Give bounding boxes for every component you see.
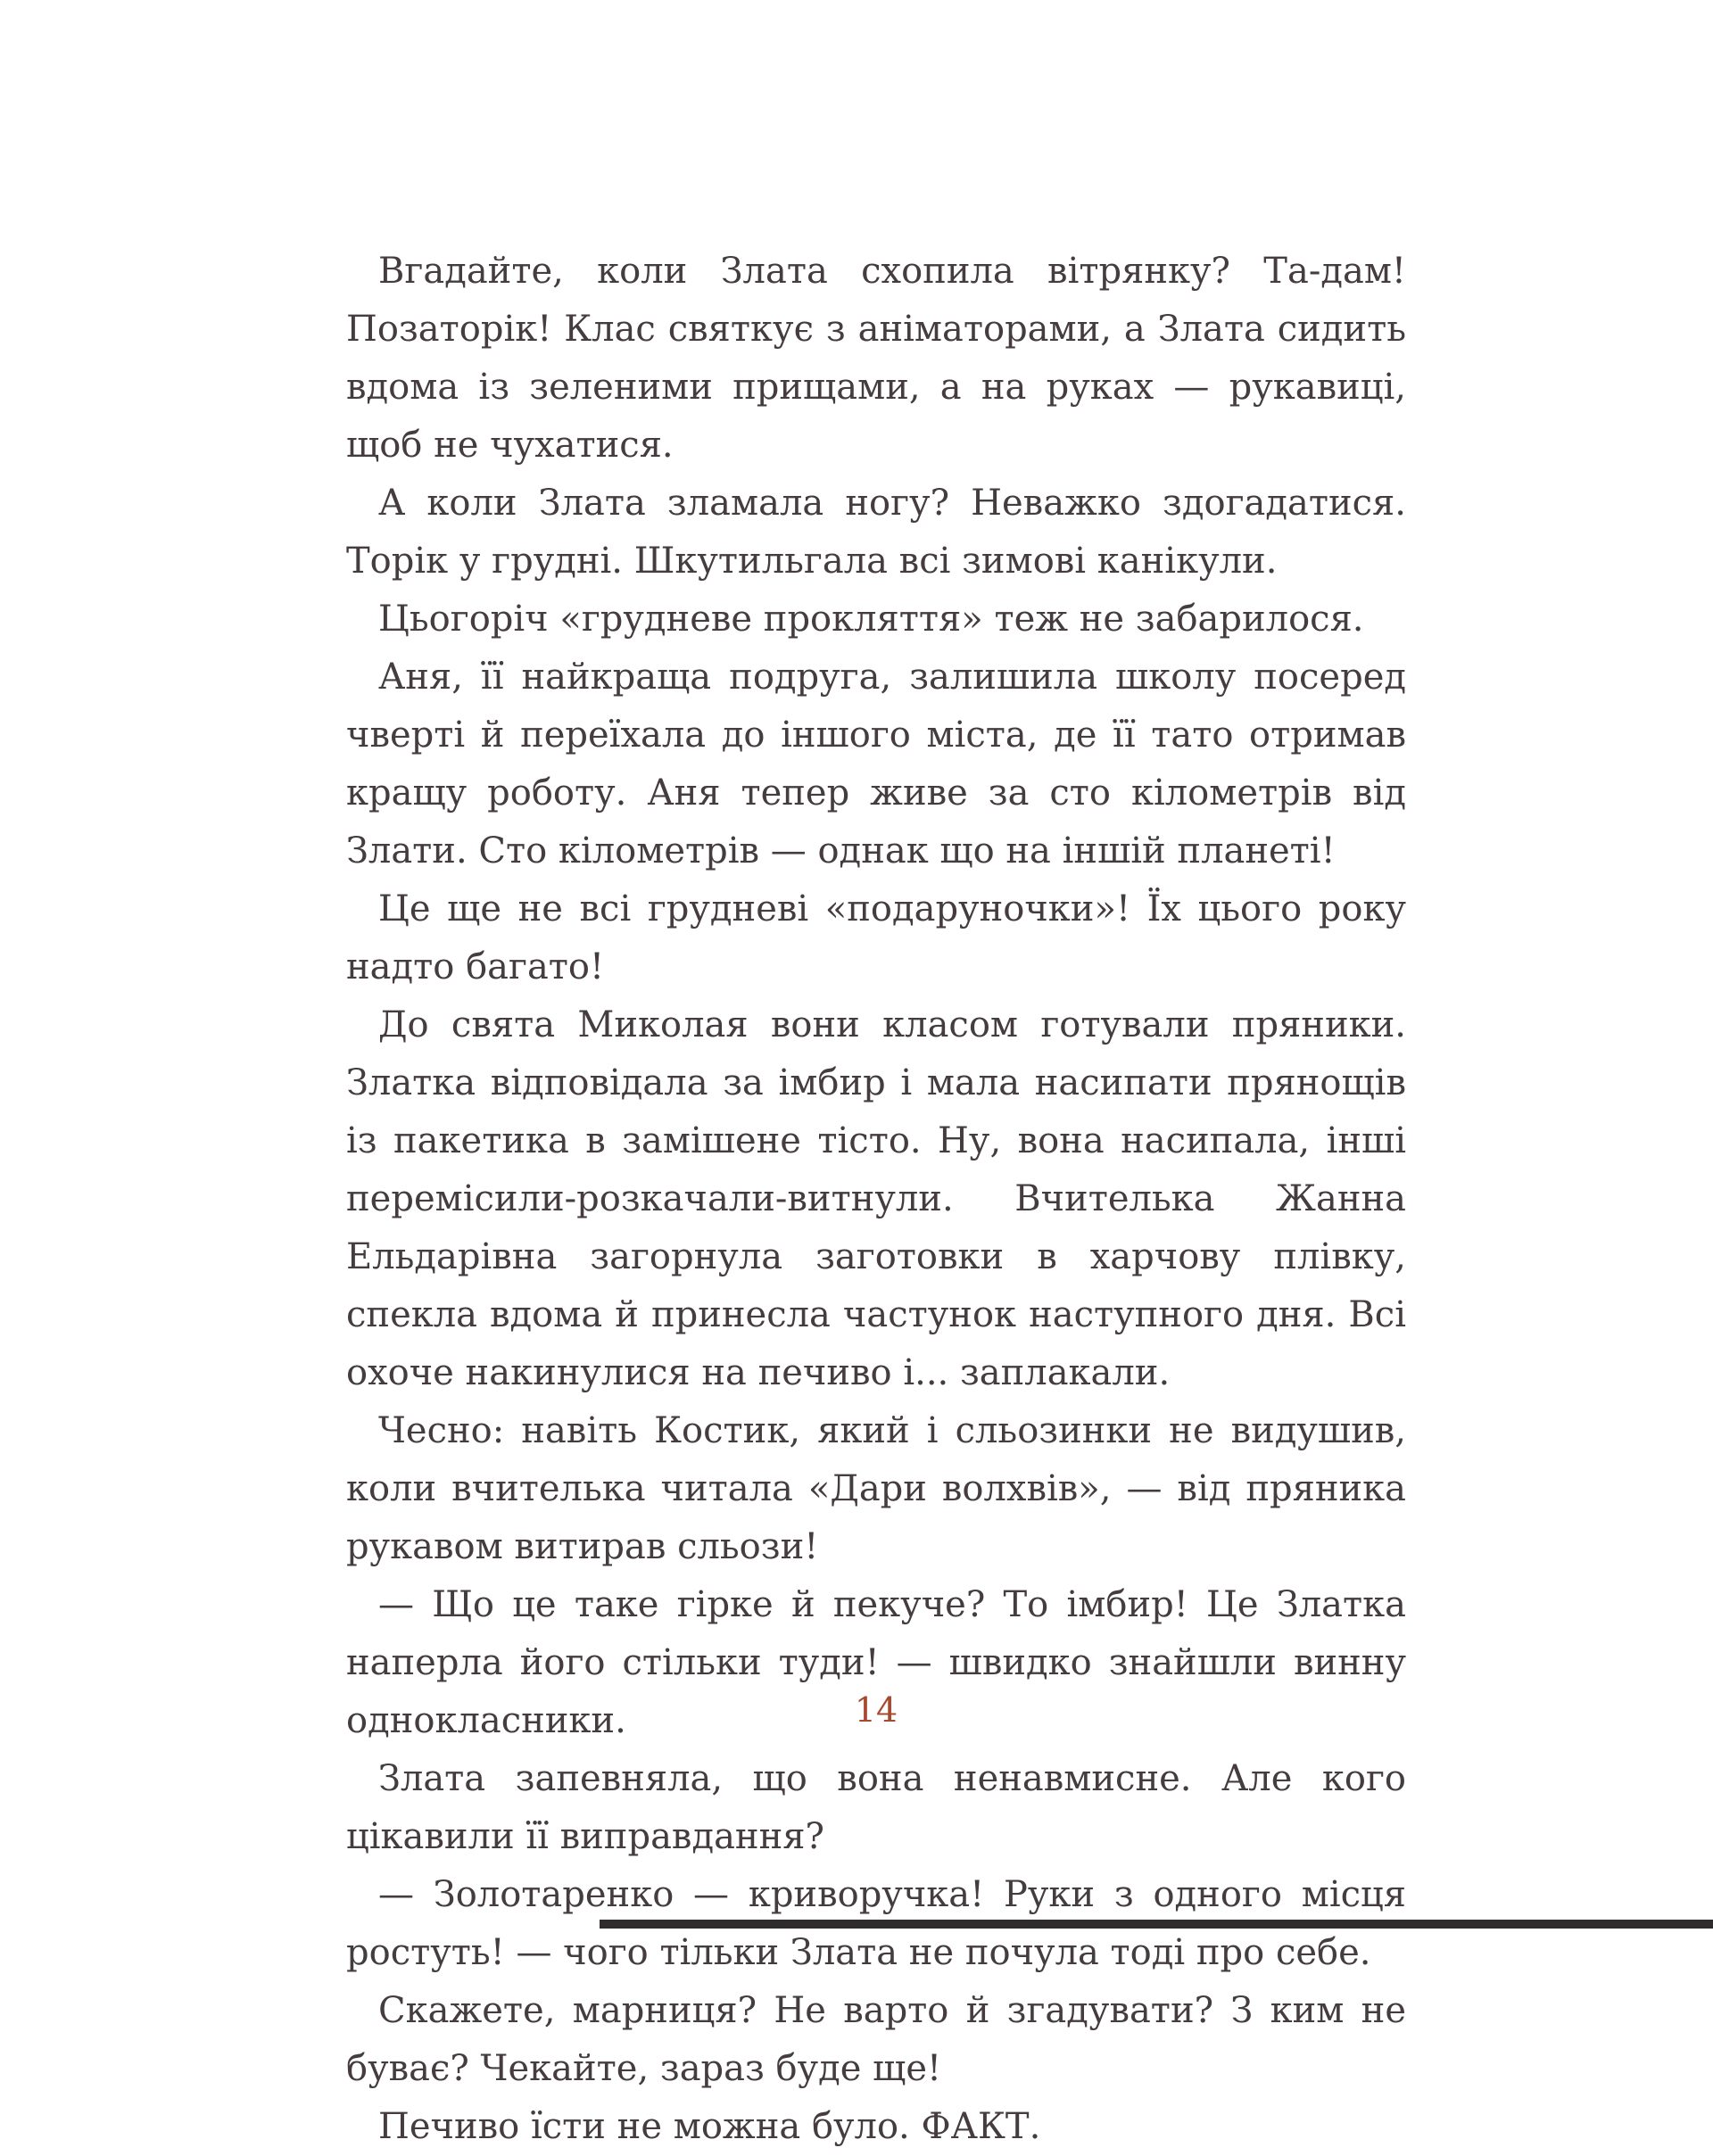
paragraph: Чесно: навіть Костик, який і сльозинки не видушив, коли вчителька читала «Дари волхвів», — від пряника рукавом витирав сльози! (346, 1410, 1406, 1567)
paragraph: А коли Злата зламала ногу? Неважко здогадатися. Торік у грудні. Шкутильгала всі зимові канікули. (346, 483, 1406, 582)
page-number: 14 (854, 1690, 898, 1730)
paragraph: Цьогоріч «грудневе прокляття» теж не забарилося. (378, 599, 1364, 640)
paragraph: — Золотаренко — криворучка! Руки з одного місця ростуть! — чого тільки Злата не почула тоді про себе. (346, 1874, 1406, 1973)
paragraph: — Що це таке гірке й пекуче? То імбир! Це Златка наперла його стільки туди! — швидко знайшли винну однокласники. (346, 1584, 1406, 1741)
paragraph: Вгадайте, коли Злата схопила вітрянку? Та-дам! Позаторік! Клас святкує з аніматорами, а Злата сидить вдома із зеленими прищами, а на руках — рукавиці, щоб не чухатися. (346, 251, 1406, 466)
paragraph: До свята Миколая вони класом готували пряники. Златка відповідала за імбир і мала насипати прянощів із пакетика в замішене тісто. Ну, вона насипала, інші перемісили-розкачали-витнули. Вчителька Жанна Ельдарівна загорнула заготовки в харчову плівку, спекла вдома й принесла частунок наступного дня. Всі охоче накинулися на печиво і... заплакали. (346, 1004, 1406, 1393)
paragraph: Злата запевняла, що вона ненавмисне. Але кого цікавили її виправдання? (346, 1758, 1406, 1857)
text-block (346, 243, 1406, 2156)
bottom-bar (600, 1920, 1713, 1929)
paragraph: Скажете, марниця? Не варто й згадувати? З ким не буває? Чекайте, зараз буде ще! (346, 1990, 1406, 2089)
paragraph: Печиво їсти не можна було. ФАКТ. (378, 2106, 1041, 2147)
paragraph: Це ще не всі грудневі «подаруночки»! Їх цього року надто багато! (346, 888, 1406, 987)
paragraph: Аня, її найкраща подруга, залишила школу посеред чверті й переїхала до іншого міста, де її тато отримав кращу роботу. Аня тепер живе за сто кілометрів від Злати. Сто кілометрів — однак що на іншій планеті! (346, 657, 1406, 871)
